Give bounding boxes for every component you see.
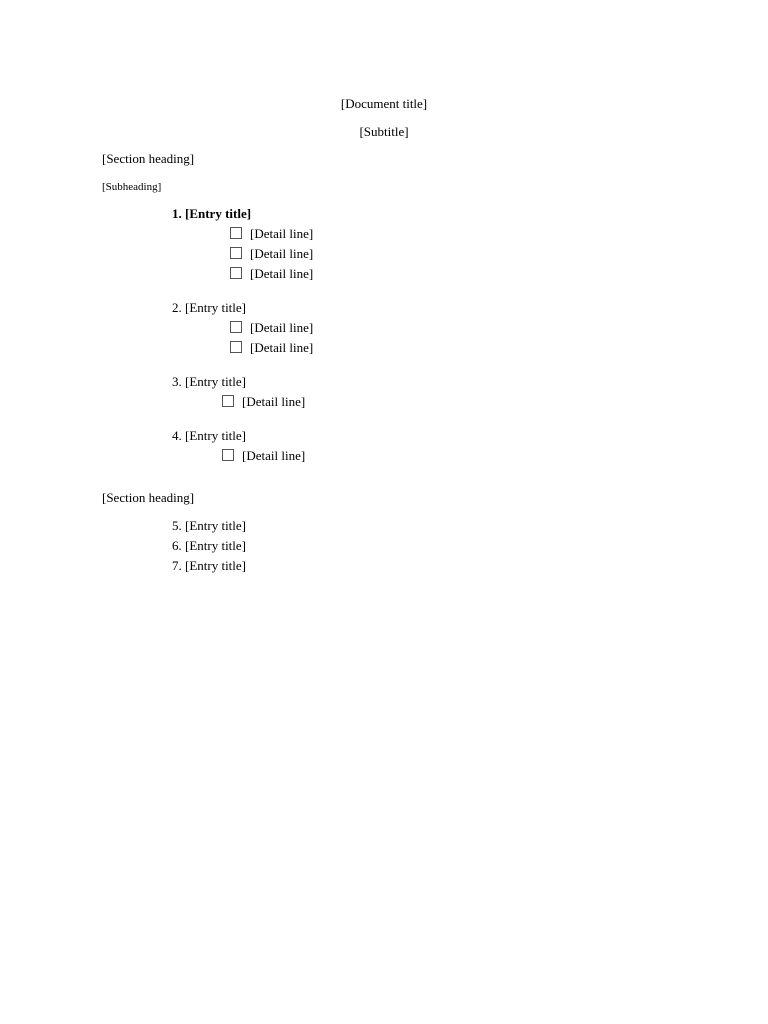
entry-title: 4. [Entry title] (172, 428, 247, 443)
section-heading: [Section heading] (102, 490, 195, 505)
subheading: [Subheading] (102, 181, 162, 193)
document-title: [Document title] (340, 96, 428, 111)
section-heading: [Section heading] (102, 151, 195, 166)
entry-title: 3. [Entry title] (172, 374, 247, 389)
detail-line: [Detail line] (230, 226, 313, 242)
bullet-icon (230, 341, 242, 353)
bullet-icon (222, 449, 234, 461)
bullet-icon (230, 247, 242, 259)
entry-title: 6. [Entry title] (172, 538, 247, 553)
entry-title: 1. [Entry title] (172, 206, 252, 221)
detail-line: [Detail line] (230, 266, 313, 282)
bullet-icon (222, 395, 234, 407)
detail-line: [Detail line] (230, 340, 313, 356)
detail-line: [Detail line] (222, 394, 305, 410)
bullet-icon (230, 227, 242, 239)
bullet-icon (230, 321, 242, 333)
entry-title: 5. [Entry title] (172, 518, 247, 533)
detail-line: [Detail line] (230, 246, 313, 262)
detail-line: [Detail line] (230, 320, 313, 336)
entry-title: 7. [Entry title] (172, 558, 247, 573)
detail-line: [Detail line] (222, 448, 305, 464)
document-subtitle: [Subtitle] (359, 124, 409, 139)
bullet-icon (230, 267, 242, 279)
entry-title: 2. [Entry title] (172, 300, 247, 315)
